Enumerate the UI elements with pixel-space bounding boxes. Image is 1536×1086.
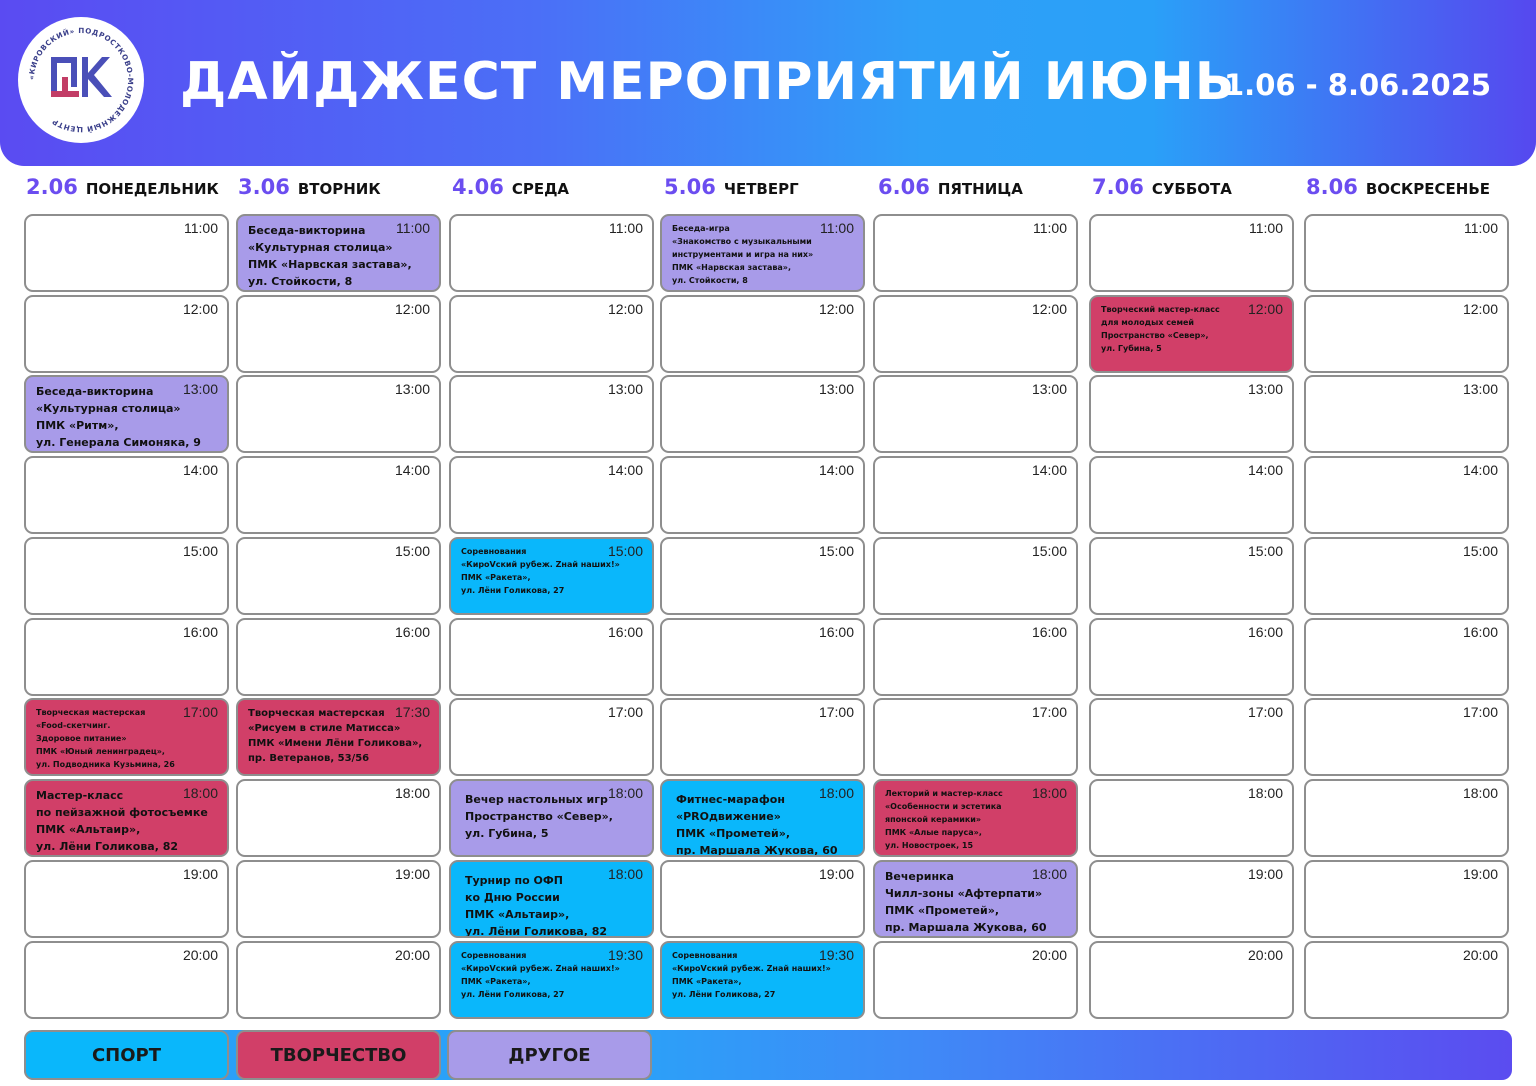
event-details xyxy=(465,791,646,842)
day-number: 2.06 xyxy=(26,175,78,199)
day-number: 7.06 xyxy=(1092,175,1144,199)
slot-time: 11:00 xyxy=(609,220,643,236)
slot-time: 12:00 xyxy=(394,301,430,317)
event-line: Творческий мастер-класс xyxy=(1101,305,1220,314)
event-card[interactable] xyxy=(24,375,229,453)
event-line: ул. Стойкости, 8 xyxy=(248,275,353,288)
event-line: для молодых семей xyxy=(1101,318,1195,327)
time-slot xyxy=(1304,618,1509,696)
event-card[interactable] xyxy=(236,214,441,292)
slot-time: 17:00 xyxy=(1247,704,1283,720)
event-line: ПМК «Нарвская застава», xyxy=(672,263,792,272)
slot-time: 17:00 xyxy=(1462,704,1498,720)
legend-art: ТВОРЧЕСТВО xyxy=(236,1030,441,1080)
event-line: «Особенности и эстетика xyxy=(885,802,1002,811)
day-header xyxy=(238,175,381,199)
event-line: инструментами и игра на них» xyxy=(672,250,814,259)
slot-time: 18:00 xyxy=(1247,785,1283,801)
event-line: ул. Стойкости, 8 xyxy=(672,276,748,285)
time-slot xyxy=(236,456,441,534)
event-card[interactable] xyxy=(449,941,654,1019)
slot-time: 14:00 xyxy=(182,462,218,478)
event-line: Творческая мастерская xyxy=(248,708,385,719)
time-slot xyxy=(236,779,441,857)
time-slot xyxy=(449,698,654,776)
slot-time: 14:00 xyxy=(607,462,643,478)
time-slot xyxy=(1089,375,1294,453)
time-slot xyxy=(24,295,229,373)
slot-time: 20:00 xyxy=(394,947,430,963)
day-header xyxy=(452,175,569,199)
day-header xyxy=(664,175,799,199)
slot-time: 11:00 xyxy=(820,220,854,236)
slot-time: 15:00 xyxy=(1247,543,1283,559)
slot-time: 18:00 xyxy=(394,785,430,801)
event-line: Фитнес-марафон xyxy=(676,793,785,806)
event-line: Вечер настольных игр xyxy=(465,793,608,806)
event-card[interactable] xyxy=(660,779,865,857)
time-slot xyxy=(236,618,441,696)
event-card[interactable] xyxy=(24,779,229,857)
time-slot xyxy=(1304,779,1509,857)
day-number: 3.06 xyxy=(238,175,290,199)
time-slot xyxy=(1089,456,1294,534)
time-slot xyxy=(873,941,1078,1019)
time-slot xyxy=(660,375,865,453)
slot-time: 12:00 xyxy=(1462,301,1498,317)
slot-time: 13:00 xyxy=(394,381,430,397)
slot-time: 11:00 xyxy=(396,220,430,236)
slot-time: 16:00 xyxy=(1247,624,1283,640)
time-slot xyxy=(660,860,865,938)
slot-time: 18:00 xyxy=(1462,785,1498,801)
slot-time: 12:00 xyxy=(182,301,218,317)
time-slot xyxy=(24,214,229,292)
event-line: ул. Подводника Кузьмина, 26 xyxy=(36,760,175,769)
time-slot xyxy=(1304,537,1509,615)
event-details xyxy=(248,706,433,766)
slot-time: 15:00 xyxy=(394,543,430,559)
time-slot xyxy=(873,537,1078,615)
event-line: Здоровое питание» xyxy=(36,734,127,743)
time-slot xyxy=(660,456,865,534)
event-line: Беседа-викторина xyxy=(36,385,154,398)
event-line: ПМК «Прометей», xyxy=(676,827,790,840)
slot-time: 12:00 xyxy=(818,301,854,317)
slot-time: 17:30 xyxy=(394,704,430,720)
event-card[interactable] xyxy=(660,941,865,1019)
slot-time: 18:00 xyxy=(818,785,854,801)
event-line: Турнир по ОФП xyxy=(465,874,564,887)
weekday-label: СУББОТА xyxy=(1151,180,1232,198)
event-card[interactable] xyxy=(24,698,229,776)
time-slot xyxy=(24,941,229,1019)
event-line: «КироVский рубеж. Zнай наших!» xyxy=(461,964,620,973)
slot-time: 14:00 xyxy=(1247,462,1283,478)
time-slot xyxy=(236,537,441,615)
event-details xyxy=(461,949,646,1001)
slot-time: 18:00 xyxy=(607,785,643,801)
event-details xyxy=(36,706,221,771)
slot-time: 20:00 xyxy=(1247,947,1283,963)
time-slot xyxy=(236,860,441,938)
event-line: ул. Лёни Голикова, 82 xyxy=(465,925,608,938)
slot-time: 18:00 xyxy=(182,785,218,801)
slot-time: 18:00 xyxy=(1031,785,1067,801)
slot-time: 18:00 xyxy=(607,866,643,882)
event-details xyxy=(36,383,221,451)
slot-time: 20:00 xyxy=(1031,947,1067,963)
event-line: Мастер-класс xyxy=(36,789,124,802)
slot-time: 13:00 xyxy=(607,381,643,397)
event-card[interactable] xyxy=(873,860,1078,938)
event-details xyxy=(672,222,857,287)
event-line: «КироVский рубеж. Zнай наших!» xyxy=(461,560,620,569)
event-line: «Food-скетчинг. xyxy=(36,721,111,730)
slot-time: 14:00 xyxy=(818,462,854,478)
event-card[interactable] xyxy=(1089,295,1294,373)
slot-time: 11:00 xyxy=(1464,220,1498,236)
legend-other: ДРУГОЕ xyxy=(447,1030,652,1080)
slot-time: 11:00 xyxy=(184,220,218,236)
time-slot xyxy=(1304,375,1509,453)
event-line: пр. Маршала Жукова, 60 xyxy=(885,921,1047,934)
slot-time: 17:00 xyxy=(607,704,643,720)
time-slot xyxy=(1089,698,1294,776)
event-line: «Рисуем в стиле Матисса» xyxy=(248,723,401,734)
slot-time: 16:00 xyxy=(818,624,854,640)
time-slot xyxy=(873,456,1078,534)
time-slot xyxy=(873,618,1078,696)
time-slot xyxy=(24,618,229,696)
time-slot xyxy=(873,375,1078,453)
day-number: 4.06 xyxy=(452,175,504,199)
weekday-label: ВТОРНИК xyxy=(297,180,381,198)
event-line: ул. Губина, 5 xyxy=(1101,344,1162,353)
day-header xyxy=(878,175,1023,199)
slot-time: 13:00 xyxy=(818,381,854,397)
slot-time: 20:00 xyxy=(1462,947,1498,963)
time-slot xyxy=(660,618,865,696)
slot-time: 13:00 xyxy=(1031,381,1067,397)
page-title: ДАЙДЖЕСТ МЕРОПРИЯТИЙ ИЮНЬ xyxy=(180,52,1236,112)
time-slot xyxy=(236,941,441,1019)
time-slot xyxy=(236,375,441,453)
time-slot xyxy=(1089,860,1294,938)
event-line: ул. Лёни Голикова, 27 xyxy=(461,990,565,999)
time-slot xyxy=(236,295,441,373)
weekday-label: ПЯТНИЦА xyxy=(937,180,1023,198)
time-slot xyxy=(660,537,865,615)
slot-time: 16:00 xyxy=(1031,624,1067,640)
event-line: ПМК «Юный ленинградец», xyxy=(36,747,165,756)
event-line: «Знакомство с музыкальными xyxy=(672,237,812,246)
event-line: ПМК «Нарвская застава», xyxy=(248,258,412,271)
event-line: ПМК «Альтаир», xyxy=(465,908,570,921)
event-line: Чилл-зоны «Афтерпати» xyxy=(885,887,1043,900)
time-slot xyxy=(1089,941,1294,1019)
event-line: Беседа-викторина xyxy=(248,224,366,237)
pmc-logo-icon xyxy=(18,17,144,143)
slot-time: 16:00 xyxy=(607,624,643,640)
date-range: 1.06 - 8.06.2025 xyxy=(1224,68,1492,102)
event-line: Беседа-игра xyxy=(672,224,730,233)
event-card[interactable] xyxy=(236,698,441,776)
event-card[interactable] xyxy=(873,779,1078,857)
slot-time: 19:00 xyxy=(1247,866,1283,882)
weekday-label: ПОНЕДЕЛЬНИК xyxy=(85,180,219,198)
weekday-label: ВОСКРЕСЕНЬЕ xyxy=(1365,180,1491,198)
event-line: ул. Генерала Симоняка, 9 xyxy=(36,436,201,449)
time-slot xyxy=(1304,295,1509,373)
event-details xyxy=(36,787,221,855)
slot-time: 17:00 xyxy=(182,704,218,720)
event-line: Лекторий и мастер-класс xyxy=(885,789,1003,798)
event-line: Соревнования xyxy=(461,547,527,556)
event-line: ПМК «Ракета», xyxy=(461,977,531,986)
event-line: ПМК «Прометей», xyxy=(885,904,999,917)
time-slot xyxy=(1304,698,1509,776)
time-slot xyxy=(1304,456,1509,534)
slot-time: 13:00 xyxy=(182,381,218,397)
event-line: ПМК «Имени Лёни Голикова», xyxy=(248,738,423,749)
time-slot xyxy=(660,698,865,776)
time-slot xyxy=(1304,941,1509,1019)
logo-arc-text: «КИРОВСКИЙ» ПОДРОСТКОВО-МОЛОДЕЖНЫЙ ЦЕНТР xyxy=(26,25,136,135)
slot-time: 14:00 xyxy=(1462,462,1498,478)
event-line: ПМК «Ракета», xyxy=(672,977,742,986)
slot-time: 19:00 xyxy=(818,866,854,882)
slot-time: 12:00 xyxy=(1247,301,1283,317)
event-line: японской керамики» xyxy=(885,815,982,824)
event-line: ул. Лёни Голикова, 27 xyxy=(672,990,776,999)
event-line: «КироVский рубеж. Zнай наших!» xyxy=(672,964,831,973)
time-slot xyxy=(24,456,229,534)
event-details xyxy=(885,868,1070,936)
day-header xyxy=(26,175,219,199)
time-slot xyxy=(24,537,229,615)
time-slot xyxy=(1089,618,1294,696)
event-line: Вечеринка xyxy=(885,870,954,883)
time-slot xyxy=(449,618,654,696)
event-details xyxy=(465,872,646,938)
slot-time: 15:00 xyxy=(1031,543,1067,559)
time-slot xyxy=(1089,214,1294,292)
time-slot xyxy=(1304,214,1509,292)
time-slot xyxy=(873,214,1078,292)
time-slot xyxy=(873,698,1078,776)
slot-time: 12:00 xyxy=(607,301,643,317)
event-card[interactable] xyxy=(449,537,654,615)
slot-time: 17:00 xyxy=(1031,704,1067,720)
time-slot xyxy=(449,295,654,373)
event-details xyxy=(672,949,857,1001)
slot-time: 12:00 xyxy=(1031,301,1067,317)
event-line: пр. Ветеранов, 53/56 xyxy=(248,753,370,764)
time-slot xyxy=(1089,537,1294,615)
event-line: Пространство «Север», xyxy=(1101,331,1209,340)
slot-time: 19:30 xyxy=(607,947,643,963)
event-line: ул. Лёни Голикова, 82 xyxy=(36,840,179,853)
weekday-label: ЧЕТВЕРГ xyxy=(723,180,799,198)
day-header xyxy=(1306,175,1490,199)
slot-time: 16:00 xyxy=(394,624,430,640)
slot-time: 16:00 xyxy=(1462,624,1498,640)
slot-time: 15:00 xyxy=(182,543,218,559)
event-line: ул. Губина, 5 xyxy=(465,827,549,840)
slot-time: 17:00 xyxy=(818,704,854,720)
event-details xyxy=(461,545,646,597)
event-line: по пейзажной фотосъемке xyxy=(36,806,208,819)
event-line: Пространство «Север», xyxy=(465,810,613,823)
day-number: 5.06 xyxy=(664,175,716,199)
event-line: «Культурная столица» xyxy=(36,402,181,415)
event-line: пр. Маршала Жукова, 60 xyxy=(676,844,838,857)
time-slot xyxy=(1304,860,1509,938)
slot-time: 13:00 xyxy=(1462,381,1498,397)
event-card[interactable] xyxy=(449,860,654,938)
slot-time: 11:00 xyxy=(1249,220,1283,236)
day-header xyxy=(1092,175,1232,199)
slot-time: 19:30 xyxy=(818,947,854,963)
day-number: 6.06 xyxy=(878,175,930,199)
slot-time: 11:00 xyxy=(1033,220,1067,236)
time-slot xyxy=(449,375,654,453)
time-slot xyxy=(660,295,865,373)
time-slot xyxy=(873,295,1078,373)
event-details xyxy=(1101,303,1286,355)
event-line: Соревнования xyxy=(672,951,738,960)
slot-time: 19:00 xyxy=(182,866,218,882)
slot-time: 20:00 xyxy=(182,947,218,963)
event-details xyxy=(248,222,433,290)
event-card[interactable] xyxy=(660,214,865,292)
slot-time: 18:00 xyxy=(1031,866,1067,882)
event-line: ПМК «Альтаир», xyxy=(36,823,141,836)
event-line: ПМК «Алые паруса», xyxy=(885,828,982,837)
slot-time: 14:00 xyxy=(1031,462,1067,478)
time-slot xyxy=(449,214,654,292)
header-banner xyxy=(0,0,1536,166)
event-details xyxy=(676,791,857,857)
weekday-label: СРЕДА xyxy=(511,180,570,198)
slot-time: 13:00 xyxy=(1247,381,1283,397)
day-number: 8.06 xyxy=(1306,175,1358,199)
event-line: ПМК «Ритм», xyxy=(36,419,119,432)
slot-time: 16:00 xyxy=(182,624,218,640)
time-slot xyxy=(24,860,229,938)
event-line: «Культурная столица» xyxy=(248,241,393,254)
time-slot xyxy=(1089,779,1294,857)
event-line: ПМК «Ракета», xyxy=(461,573,531,582)
event-line: Соревнования xyxy=(461,951,527,960)
time-slot xyxy=(449,456,654,534)
event-line: ул. Новостроек, 15 xyxy=(885,841,974,850)
slot-time: 15:00 xyxy=(607,543,643,559)
slot-time: 15:00 xyxy=(818,543,854,559)
event-line: «PROдвижение» xyxy=(676,810,781,823)
event-line: ко Дню России xyxy=(465,891,560,904)
event-card[interactable] xyxy=(449,779,654,857)
slot-time: 19:00 xyxy=(1462,866,1498,882)
event-details xyxy=(885,787,1070,852)
event-line: Творческая мастерская xyxy=(36,708,146,717)
slot-time: 15:00 xyxy=(1462,543,1498,559)
slot-time: 14:00 xyxy=(394,462,430,478)
legend-sport: СПОРТ xyxy=(24,1030,229,1080)
event-line: ул. Лёни Голикова, 27 xyxy=(461,586,565,595)
slot-time: 19:00 xyxy=(394,866,430,882)
